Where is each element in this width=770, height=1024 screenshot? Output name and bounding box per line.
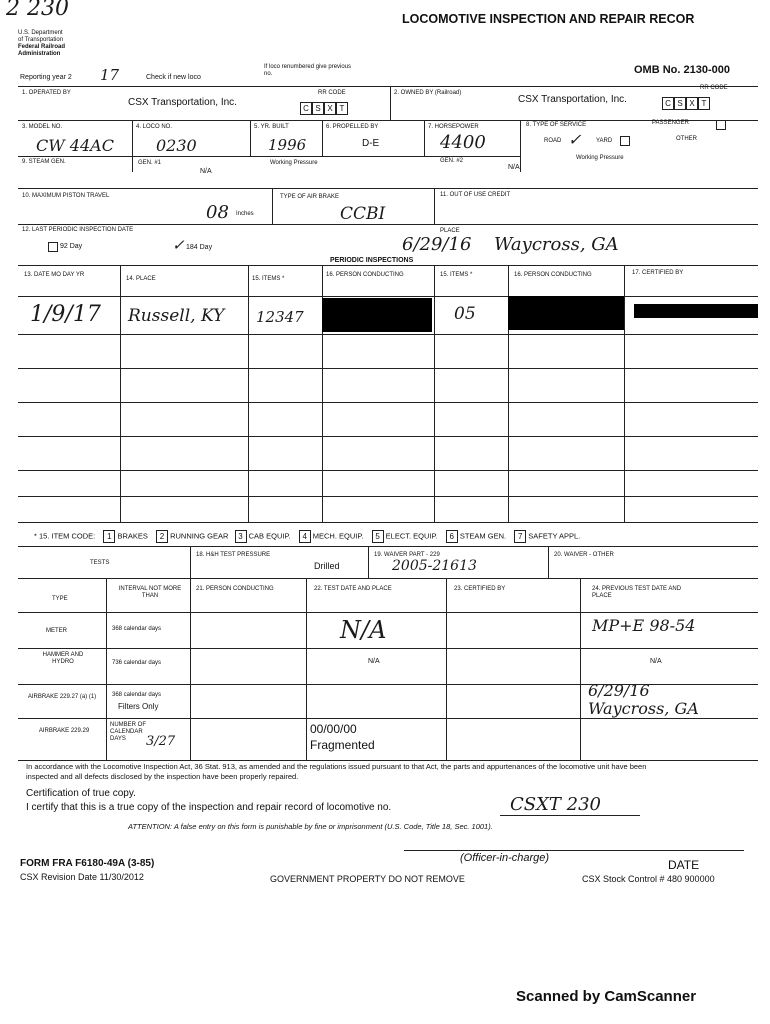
form-title: LOCOMOTIVE INSPECTION AND REPAIR RECOR <box>402 12 695 26</box>
stock-control: CSX Stock Control # 480 900000 <box>582 874 715 884</box>
previous-test: N/A <box>650 658 662 665</box>
gen2-label: GEN. #2 <box>440 158 464 164</box>
test-date-place-2: Fragmented <box>310 738 375 752</box>
day184-check: ✓ <box>172 236 185 254</box>
rr-code-letter: T <box>698 97 710 110</box>
horsepower-value: 4400 <box>440 132 486 153</box>
redaction-block <box>322 298 432 332</box>
last-inspection-date: 6/29/16 <box>402 234 472 255</box>
piston-travel-value: 08 <box>206 202 229 223</box>
previous-test: 6/29/16 Waycross, GA <box>588 681 699 718</box>
rr-code-letter: C <box>662 97 674 110</box>
road-label: ROAD <box>544 138 562 144</box>
hh-pressure-value: Drilled <box>314 561 340 571</box>
test-interval: 368 calendar days <box>112 626 162 632</box>
rr-code-label: RR CODE <box>318 90 346 96</box>
working-pressure-label: Working Pressure <box>270 160 318 166</box>
rr-code-letter: X <box>324 102 336 115</box>
operated-by-value: CSX Transportation, Inc. <box>128 97 237 108</box>
out-of-use-label: 11. OUT OF USE CREDIT <box>440 192 511 198</box>
test-interval: 736 calendar days <box>112 660 162 666</box>
other-label: OTHER <box>676 136 697 142</box>
rr-code-letter: X <box>686 97 698 110</box>
last-inspection-place: Waycross, GA <box>494 234 619 255</box>
scanner-watermark: Scanned by CamScanner <box>516 988 697 1005</box>
test-interval-days: 3/27 <box>146 734 176 749</box>
passenger-label: PASSENGER <box>652 120 689 126</box>
day184-label: 184 Day <box>186 244 213 251</box>
rr-code-letter: S <box>312 102 324 115</box>
form-number-hand: 2 230 <box>6 0 69 21</box>
model-value: CW 44AC <box>36 136 114 155</box>
gen1-label: GEN. #1 <box>138 160 162 166</box>
col-place: 14. PLACE <box>126 276 156 282</box>
item-code-row <box>34 530 580 543</box>
item-code-text: ELECT. EQUIP. <box>385 531 438 541</box>
test-type: HAMMER AND HYDRO <box>42 652 84 665</box>
col-person-conducting: 21. PERSON CONDUCTING <box>196 586 274 592</box>
col-interval: INTERVAL NOT MORE THAN <box>118 586 182 599</box>
col-test-date: 22. TEST DATE AND PLACE <box>314 586 392 592</box>
omb-number: OMB No. 2130-000 <box>634 64 730 76</box>
yard-label: YARD <box>596 138 613 144</box>
item-code-number: 3 <box>235 530 247 543</box>
air-brake-label: TYPE OF AIR BRAKE <box>280 194 340 200</box>
passenger-checkbox[interactable] <box>716 120 726 130</box>
last-inspection-label: 12. LAST PERIODIC INSPECTION DATE <box>22 227 134 233</box>
waiver-part-value: 2005-21613 <box>392 558 477 574</box>
agency-line: of Transportation <box>18 37 64 43</box>
item-code-number: 2 <box>156 530 168 543</box>
col-date: 13. DATE MO DAY YR <box>24 272 85 278</box>
propelled-value: D-E <box>362 138 380 149</box>
col-items: 15. ITEMS * <box>252 276 285 282</box>
accordance-text: In accordance with the Locomotive Inspection Act, 36 Stat. 913, as amended and the regulations issued pursuant to that Act, the parts and appurtenances of the locomotive unit have been inspected and all defects disclosed by the inspection have been properly repaired. <box>26 762 647 781</box>
operated-by-label: 1. OPERATED BY <box>22 90 71 96</box>
horsepower-label: 7. HORSEPOWER <box>428 124 479 130</box>
working-pressure-label-2: Working Pressure <box>576 155 624 161</box>
agency-line: U.S. Department <box>18 30 63 36</box>
previous-test: MP+E 98-54 <box>592 616 696 635</box>
col-type: TYPE <box>52 596 68 602</box>
test-interval: 368 calendar days <box>112 692 162 698</box>
item-code-text: RUNNING GEAR <box>170 531 229 541</box>
piston-travel-label: 10. MAXIMUM PISTON TRAVEL <box>22 193 110 199</box>
periodic-items: 12347 <box>256 308 304 326</box>
government-property: GOVERNMENT PROPERTY DO NOT REMOVE <box>270 874 465 884</box>
gen1-value: N/A <box>200 168 212 175</box>
test-date-place: N/A <box>340 616 387 644</box>
steam-gen-label: 9. STEAM GEN. <box>22 159 66 165</box>
certification-title: Certification of true copy. <box>26 788 136 799</box>
inches-label: Inches <box>236 211 254 217</box>
col-previous-test: 24. PREVIOUS TEST DATE AND PLACE <box>592 586 682 599</box>
test-type: AIRBRAKE 229.29 <box>38 728 90 734</box>
rr-code-label-2: RR CODE <box>700 85 728 91</box>
item-code-text: MECH. EQUIP. <box>312 531 364 541</box>
yr-built-value: 1996 <box>268 136 307 154</box>
day92-checkbox[interactable] <box>48 242 58 252</box>
loco-no-value: 0230 <box>156 136 197 155</box>
rr-code-letter: S <box>674 97 686 110</box>
reporting-year-value: 17 <box>100 66 120 84</box>
item-code-label: * 15. ITEM CODE: <box>34 531 96 541</box>
periodic-date: 1/9/17 <box>30 302 101 327</box>
periodic-items-2: 05 <box>454 304 476 324</box>
check-new-loco-label: Check if new loco <box>146 74 201 81</box>
certification-loco: CSXT 230 <box>510 794 602 815</box>
item-code-number: 1 <box>103 530 115 543</box>
propelled-label: 6. PROPELLED BY <box>326 124 379 130</box>
redaction-block <box>508 296 624 330</box>
rr-code-letter: C <box>300 102 312 115</box>
col-person-2: 16. PERSON CONDUCTING <box>514 272 592 278</box>
date-label: DATE <box>668 858 700 872</box>
item-code-text: CAB EQUIP. <box>248 531 291 541</box>
col-items-2: 15. ITEMS * <box>440 272 473 278</box>
certification-text: I certify that this is a true copy of the inspection and repair record of locomotive no. <box>26 802 392 813</box>
test-interval-filters: Filters Only <box>118 702 159 711</box>
air-brake-value: CCBI <box>340 204 386 224</box>
model-label: 3. MODEL NO. <box>22 124 63 130</box>
rr-code-letter: T <box>336 102 348 115</box>
item-code-number: 7 <box>514 530 526 543</box>
agency-line: Administration <box>18 51 61 57</box>
item-code-number: 5 <box>372 530 384 543</box>
attention-text: ATTENTION: A false entry on this form is punishable by fine or imprisonment (U.S. Code, Title 18, Sec. 1001). <box>128 822 493 831</box>
item-code-number: 4 <box>299 530 311 543</box>
form-number: FORM FRA F6180-49A (3-85) <box>20 858 155 869</box>
reporting-year-label: Reporting year 2 <box>20 74 72 81</box>
hh-pressure-label: 18. H&H TEST PRESSURE <box>196 552 271 558</box>
rr-code-boxes <box>300 102 348 115</box>
periodic-inspections-title: PERIODIC INSPECTIONS <box>330 257 414 264</box>
service-label: 8. TYPE OF SERVICE <box>526 122 587 128</box>
officer-in-charge: (Officer-in-charge) <box>460 852 550 864</box>
redaction-block <box>634 304 758 318</box>
yard-checkbox[interactable] <box>620 136 630 146</box>
test-date-place: N/A <box>368 658 380 665</box>
item-code-text: BRAKES <box>117 531 148 541</box>
agency-line: Federal Railroad <box>18 44 66 50</box>
periodic-place: Russell, KY <box>128 306 225 326</box>
revision-date: CSX Revision Date 11/30/2012 <box>20 872 144 882</box>
item-code-text: STEAM GEN. <box>459 531 507 541</box>
test-type: AIRBRAKE 229.27 (a) (1) <box>27 694 97 700</box>
item-code-number: 6 <box>446 530 458 543</box>
gen2-value: N/A <box>508 164 520 171</box>
day92-label: 92 Day <box>60 243 83 250</box>
col-person: 16. PERSON CONDUCTING <box>326 272 404 278</box>
yr-built-label: 5. YR. BUILT <box>254 124 289 130</box>
test-date-place: 00/00/00 <box>310 722 357 736</box>
item-code-text: SAFETY APPL. <box>528 531 581 541</box>
agency-block <box>18 30 108 58</box>
waiver-other-label: 20. WAIVER - OTHER <box>554 552 614 558</box>
owned-by-label: 2. OWNED BY (Railroad) <box>394 90 462 96</box>
test-interval: NUMBER OF CALENDAR DAYS <box>110 722 146 742</box>
rr-code-boxes-2 <box>662 97 710 110</box>
tests-label: TESTS <box>90 560 110 566</box>
waiver-part-label: 19. WAIVER PART - 229 <box>374 552 440 558</box>
loco-no-label: 4. LOCO NO. <box>136 124 173 130</box>
test-type: METER <box>46 628 67 634</box>
place-label: PLACE <box>440 228 460 234</box>
col-certified: 17. CERTIFIED BY <box>632 270 684 276</box>
road-check: ✓ <box>568 130 582 149</box>
renumbered-label: If loco renumbered give previous no. <box>264 64 352 77</box>
owned-by-value: CSX Transportation, Inc. <box>518 94 627 105</box>
col-certified-by: 23. CERTIFIED BY <box>454 586 506 592</box>
